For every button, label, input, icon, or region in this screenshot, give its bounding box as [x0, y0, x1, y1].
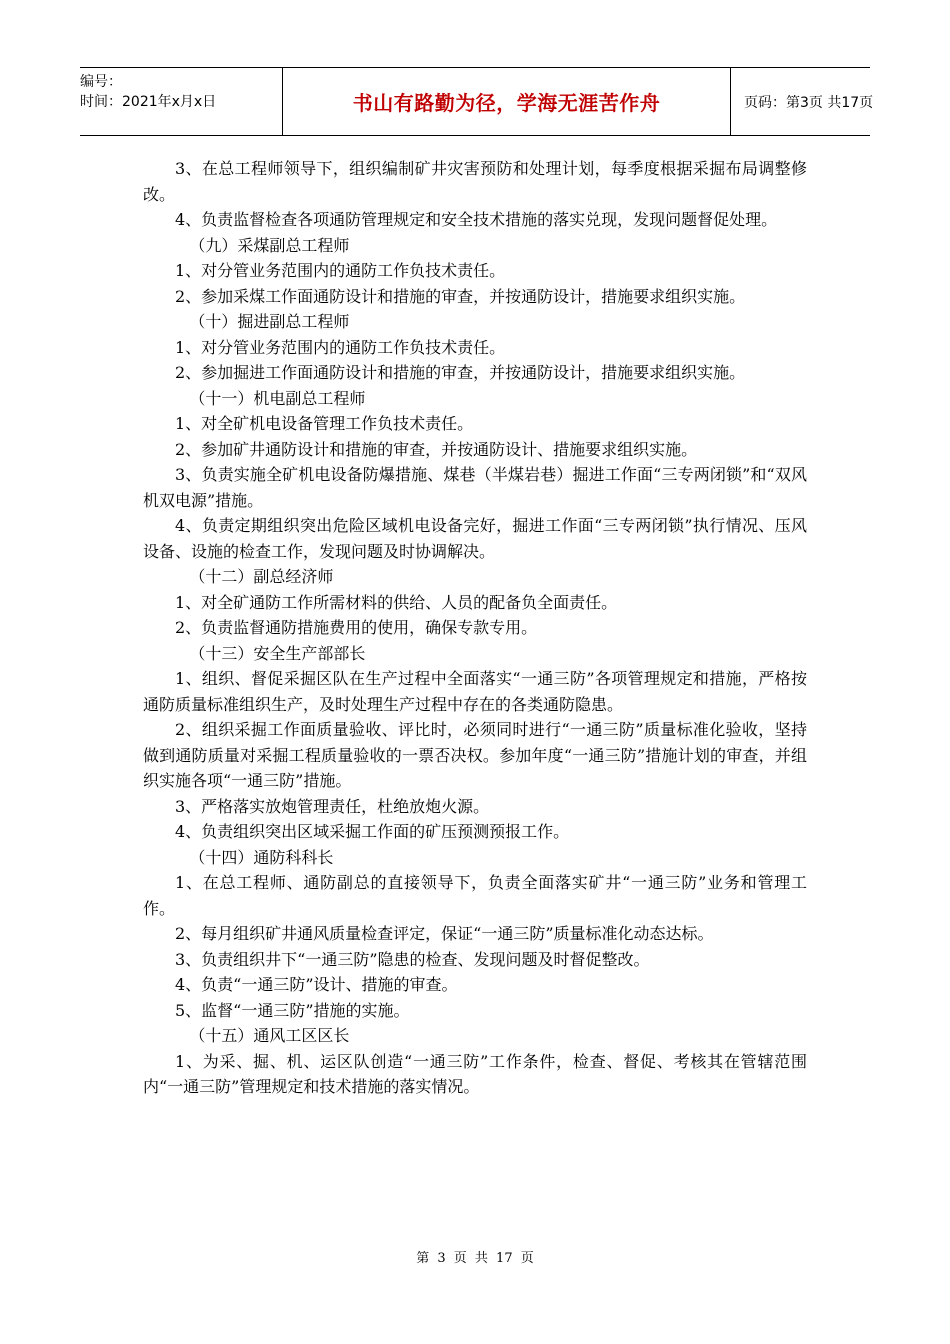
section-heading: （十五）通风工区区长: [189, 1026, 350, 1045]
section-heading: （九）采煤副总工程师: [189, 235, 350, 255]
document-body: [143, 156, 807, 1100]
section-heading: （十一）机电副总工程师: [189, 388, 366, 408]
body-paragraph: 3、负责实施全矿机电设备防爆措施、煤巷（半煤岩巷）掘进工作面“三专两闭锁”和“双风机双电源”措施。: [143, 465, 807, 510]
body-paragraph: 5、监督“一通三防”措施的实施。: [175, 1000, 410, 1020]
body-paragraph: 3、严格落实放炮管理责任，杜绝放炮火源。: [175, 796, 490, 816]
body-paragraph: 3、在总工程师领导下，组织编制矿井灾害预防和处理计划，每季度根据采掘布局调整修改。: [143, 159, 807, 204]
body-paragraph: 3、负责组织井下“一通三防”隐患的检查、发现问题及时督促整改。: [175, 949, 650, 969]
section-heading: （十三）安全生产部部长: [189, 643, 366, 663]
header-page-info: 页码：第3页 共17页: [744, 94, 874, 111]
document-time-label: 时间：2021年x月x日: [80, 94, 217, 110]
document-number-label: 编号：: [80, 74, 122, 90]
body-paragraph: 4、负责“一通三防”设计、措施的审查。: [175, 975, 458, 994]
body-paragraph: 1、为采、掘、机、运区队创造“一通三防”工作条件，检查、督促、考核其在管辖范围内“一通三防”管理规定和技术措施的落实情况。: [143, 1051, 807, 1096]
page-footer: 第 3 页 共 17 页: [416, 1251, 534, 1266]
section-heading: （十）掘进副总工程师: [189, 312, 350, 331]
body-paragraph: 4、负责监督检查各项通防管理规定和安全技术措施的落实兑现，发现问题督促处理。: [175, 210, 778, 229]
body-paragraph: 2、参加矿井通防设计和措施的审查，并按通防设计、措施要求组织实施。: [175, 439, 698, 459]
body-paragraph: 4、负责定期组织突出危险区域机电设备完好，掘进工作面“三专两闭锁”执行情况、压风设备、设施的检查工作，发现问题及时协调解决。: [143, 516, 807, 561]
body-paragraph: 1、在总工程师、通防副总的直接领导下，负责全面落实矿井“一通三防”业务和管理工作。: [143, 873, 807, 918]
body-paragraph: 2、参加采煤工作面通防设计和措施的审查，并按通防设计，措施要求组织实施。: [175, 286, 746, 306]
section-heading: （十四）通防科科长: [189, 847, 334, 867]
body-paragraph: 1、对分管业务范围内的通防工作负技术责任。: [175, 337, 506, 357]
body-paragraph: 1、对全矿通防工作所需材料的供给、人员的配备负全面责任。: [175, 592, 618, 612]
body-paragraph: 1、对分管业务范围内的通防工作负技术责任。: [175, 261, 506, 280]
header-motto: 书山有路勤为径，学海无涯苦作舟: [283, 68, 731, 135]
header-meta: [80, 68, 283, 135]
body-paragraph: 2、组织采掘工作面质量验收、评比时，必须同时进行“一通三防”质量标准化验收，坚持做到通防质量对采掘工程质量验收的一票否决权。参加年度“一通三防”措施计划的审查，并组织实施各项“一通三防”措施。: [143, 720, 807, 790]
page-header: [80, 67, 874, 136]
body-paragraph: 2、每月组织矿井通风质量检查评定，保证“一通三防”质量标准化动态达标。: [175, 924, 714, 943]
body-paragraph: 1、组织、督促采掘区队在生产过程中全面落实“一通三防”各项管理规定和措施，严格按通防质量标准组织生产，及时处理生产过程中存在的各类通防隐患。: [143, 669, 807, 714]
section-heading: （十二）副总经济师: [189, 567, 334, 586]
body-paragraph: 2、负责监督通防措施费用的使用，确保专款专用。: [175, 618, 538, 637]
body-paragraph: 2、参加掘进工作面通防设计和措施的审查，并按通防设计，措施要求组织实施。: [175, 363, 746, 382]
body-paragraph: 4、负责组织突出区域采掘工作面的矿压预测预报工作。: [175, 822, 570, 841]
body-paragraph: 1、对全矿机电设备管理工作负技术责任。: [175, 414, 474, 433]
